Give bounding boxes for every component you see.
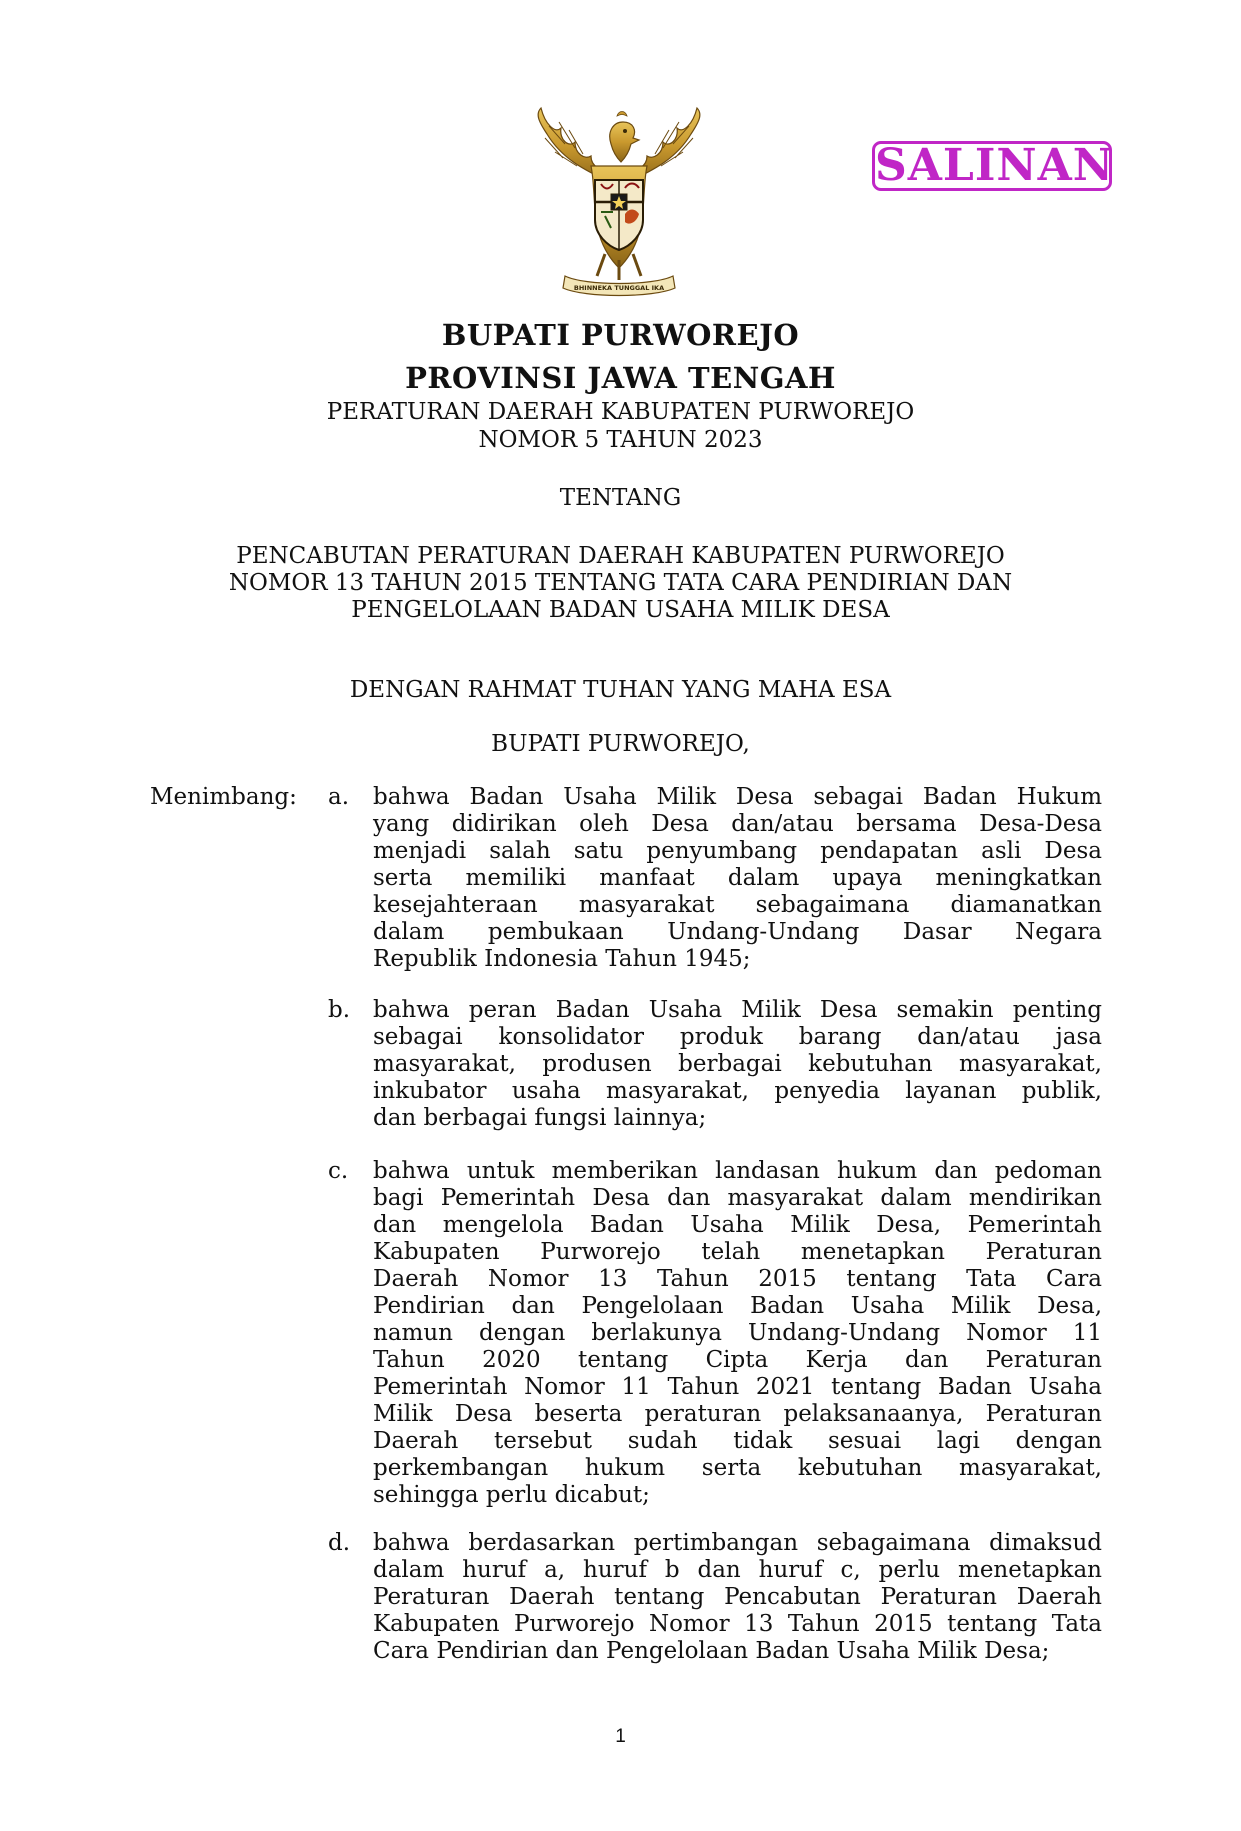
text-line: Daerah tersebut sudah tidak sesuai lagi dengan bbox=[373, 1428, 1102, 1454]
regulation-type: PERATURAN DAERAH KABUPATEN PURWOREJO bbox=[326, 399, 915, 425]
text-line: perkembangan hukum serta kebutuhan masyarakat, bbox=[373, 1455, 1102, 1481]
text-line: bahwa peran Badan Usaha Milik Desa semakin penting bbox=[373, 997, 1102, 1023]
text-line: bahwa berdasarkan pertimbangan sebagaimana dimaksud bbox=[373, 1530, 1102, 1556]
text-line: Tahun 2020 tentang Cipta Kerja dan Peraturan bbox=[373, 1347, 1102, 1373]
item-letter: d. bbox=[328, 1530, 351, 1556]
text-line: bahwa Badan Usaha Milik Desa sebagai Badan Hukum bbox=[373, 784, 1102, 810]
title-line: PENGELOLAAN BADAN USAHA MILIK DESA bbox=[351, 597, 890, 623]
menimbang-label: Menimbang: bbox=[150, 784, 297, 810]
text-line: serta memiliki manfaat dalam upaya meningkatkan bbox=[373, 865, 1102, 891]
title-line: NOMOR 13 TAHUN 2015 TENTANG TATA CARA PENDIRIAN DAN bbox=[228, 570, 1013, 596]
text-line: sehingga perlu dicabut; bbox=[373, 1482, 650, 1508]
text-line: Milik Desa beserta peraturan pelaksanaanya, Peraturan bbox=[373, 1401, 1102, 1427]
text-line: menjadi salah satu penyumbang pendapatan asli Desa bbox=[373, 838, 1102, 864]
item-text bbox=[373, 1530, 1102, 1665]
salinan-stamp: SALINAN bbox=[872, 141, 1112, 191]
text-line: dalam pembukaan Undang-Undang Dasar Negara bbox=[373, 919, 1102, 945]
item-letter: b. bbox=[328, 997, 351, 1023]
tentang-heading: TENTANG bbox=[559, 485, 682, 511]
item-letter: c. bbox=[328, 1158, 349, 1184]
text-line: dan berbagai fungsi lainnya; bbox=[373, 1105, 707, 1131]
text-line: Kabupaten Purworejo Nomor 13 Tahun 2015 tentang Tata bbox=[373, 1611, 1102, 1637]
text-line: sebagai konsolidator produk barang dan/atau jasa bbox=[373, 1024, 1102, 1050]
regulation-number: NOMOR 5 TAHUN 2023 bbox=[478, 427, 763, 453]
title-line: PENCABUTAN PERATURAN DAERAH KABUPATEN PURWOREJO bbox=[236, 543, 1005, 569]
text-line: Daerah Nomor 13 Tahun 2015 tentang Tata Cara bbox=[373, 1266, 1102, 1292]
regulation-title bbox=[0, 543, 1241, 624]
garuda-emblem bbox=[525, 104, 713, 300]
item-text bbox=[373, 784, 1102, 973]
text-line: dan mengelola Badan Usaha Milik Desa, Pemerintah bbox=[373, 1212, 1102, 1238]
item-text bbox=[373, 997, 1102, 1132]
text-line: dalam huruf a, huruf b dan huruf c, perlu menetapkan bbox=[373, 1557, 1102, 1583]
text-line: Peraturan Daerah tentang Pencabutan Peraturan Daerah bbox=[373, 1584, 1102, 1610]
text-line: Pendirian dan Pengelolaan Badan Usaha Milik Desa, bbox=[373, 1293, 1102, 1319]
text-line: yang didirikan oleh Desa dan/atau bersama Desa-Desa bbox=[373, 811, 1102, 837]
text-line: Republik Indonesia Tahun 1945; bbox=[373, 946, 751, 972]
preamble: DENGAN RAHMAT TUHAN YANG MAHA ESA bbox=[349, 677, 892, 703]
header-province: PROVINSI JAWA TENGAH bbox=[405, 361, 836, 395]
text-line: Cara Pendirian dan Pengelolaan Badan Usaha Milik Desa; bbox=[373, 1638, 1050, 1664]
authority: BUPATI PURWOREJO, bbox=[491, 731, 750, 757]
garuda-head bbox=[610, 122, 639, 162]
item-text bbox=[373, 1158, 1102, 1509]
text-line: bagi Pemerintah Desa dan masyarakat dalam mendirikan bbox=[373, 1185, 1102, 1211]
text-line: inkubator usaha masyarakat, penyedia layanan publik, bbox=[373, 1078, 1102, 1104]
text-line: Pemerintah Nomor 11 Tahun 2021 tentang Badan Usaha bbox=[373, 1374, 1102, 1400]
item-letter: a. bbox=[328, 784, 350, 810]
motto-text: BHINNEKA TUNGGAL IKA bbox=[573, 284, 665, 292]
text-line: Kabupaten Purworejo telah menetapkan Peraturan bbox=[373, 1239, 1102, 1265]
header-regent: BUPATI PURWOREJO bbox=[441, 318, 800, 352]
text-line: kesejahteraan masyarakat sebagaimana diamanatkan bbox=[373, 892, 1102, 918]
page-number: 1 bbox=[615, 1726, 626, 1747]
text-line: bahwa untuk memberikan landasan hukum dan pedoman bbox=[373, 1158, 1102, 1184]
text-line: masyarakat, produsen berbagai kebutuhan masyarakat, bbox=[373, 1051, 1102, 1077]
text-line: namun dengan berlakunya Undang-Undang Nomor 11 bbox=[373, 1320, 1102, 1346]
